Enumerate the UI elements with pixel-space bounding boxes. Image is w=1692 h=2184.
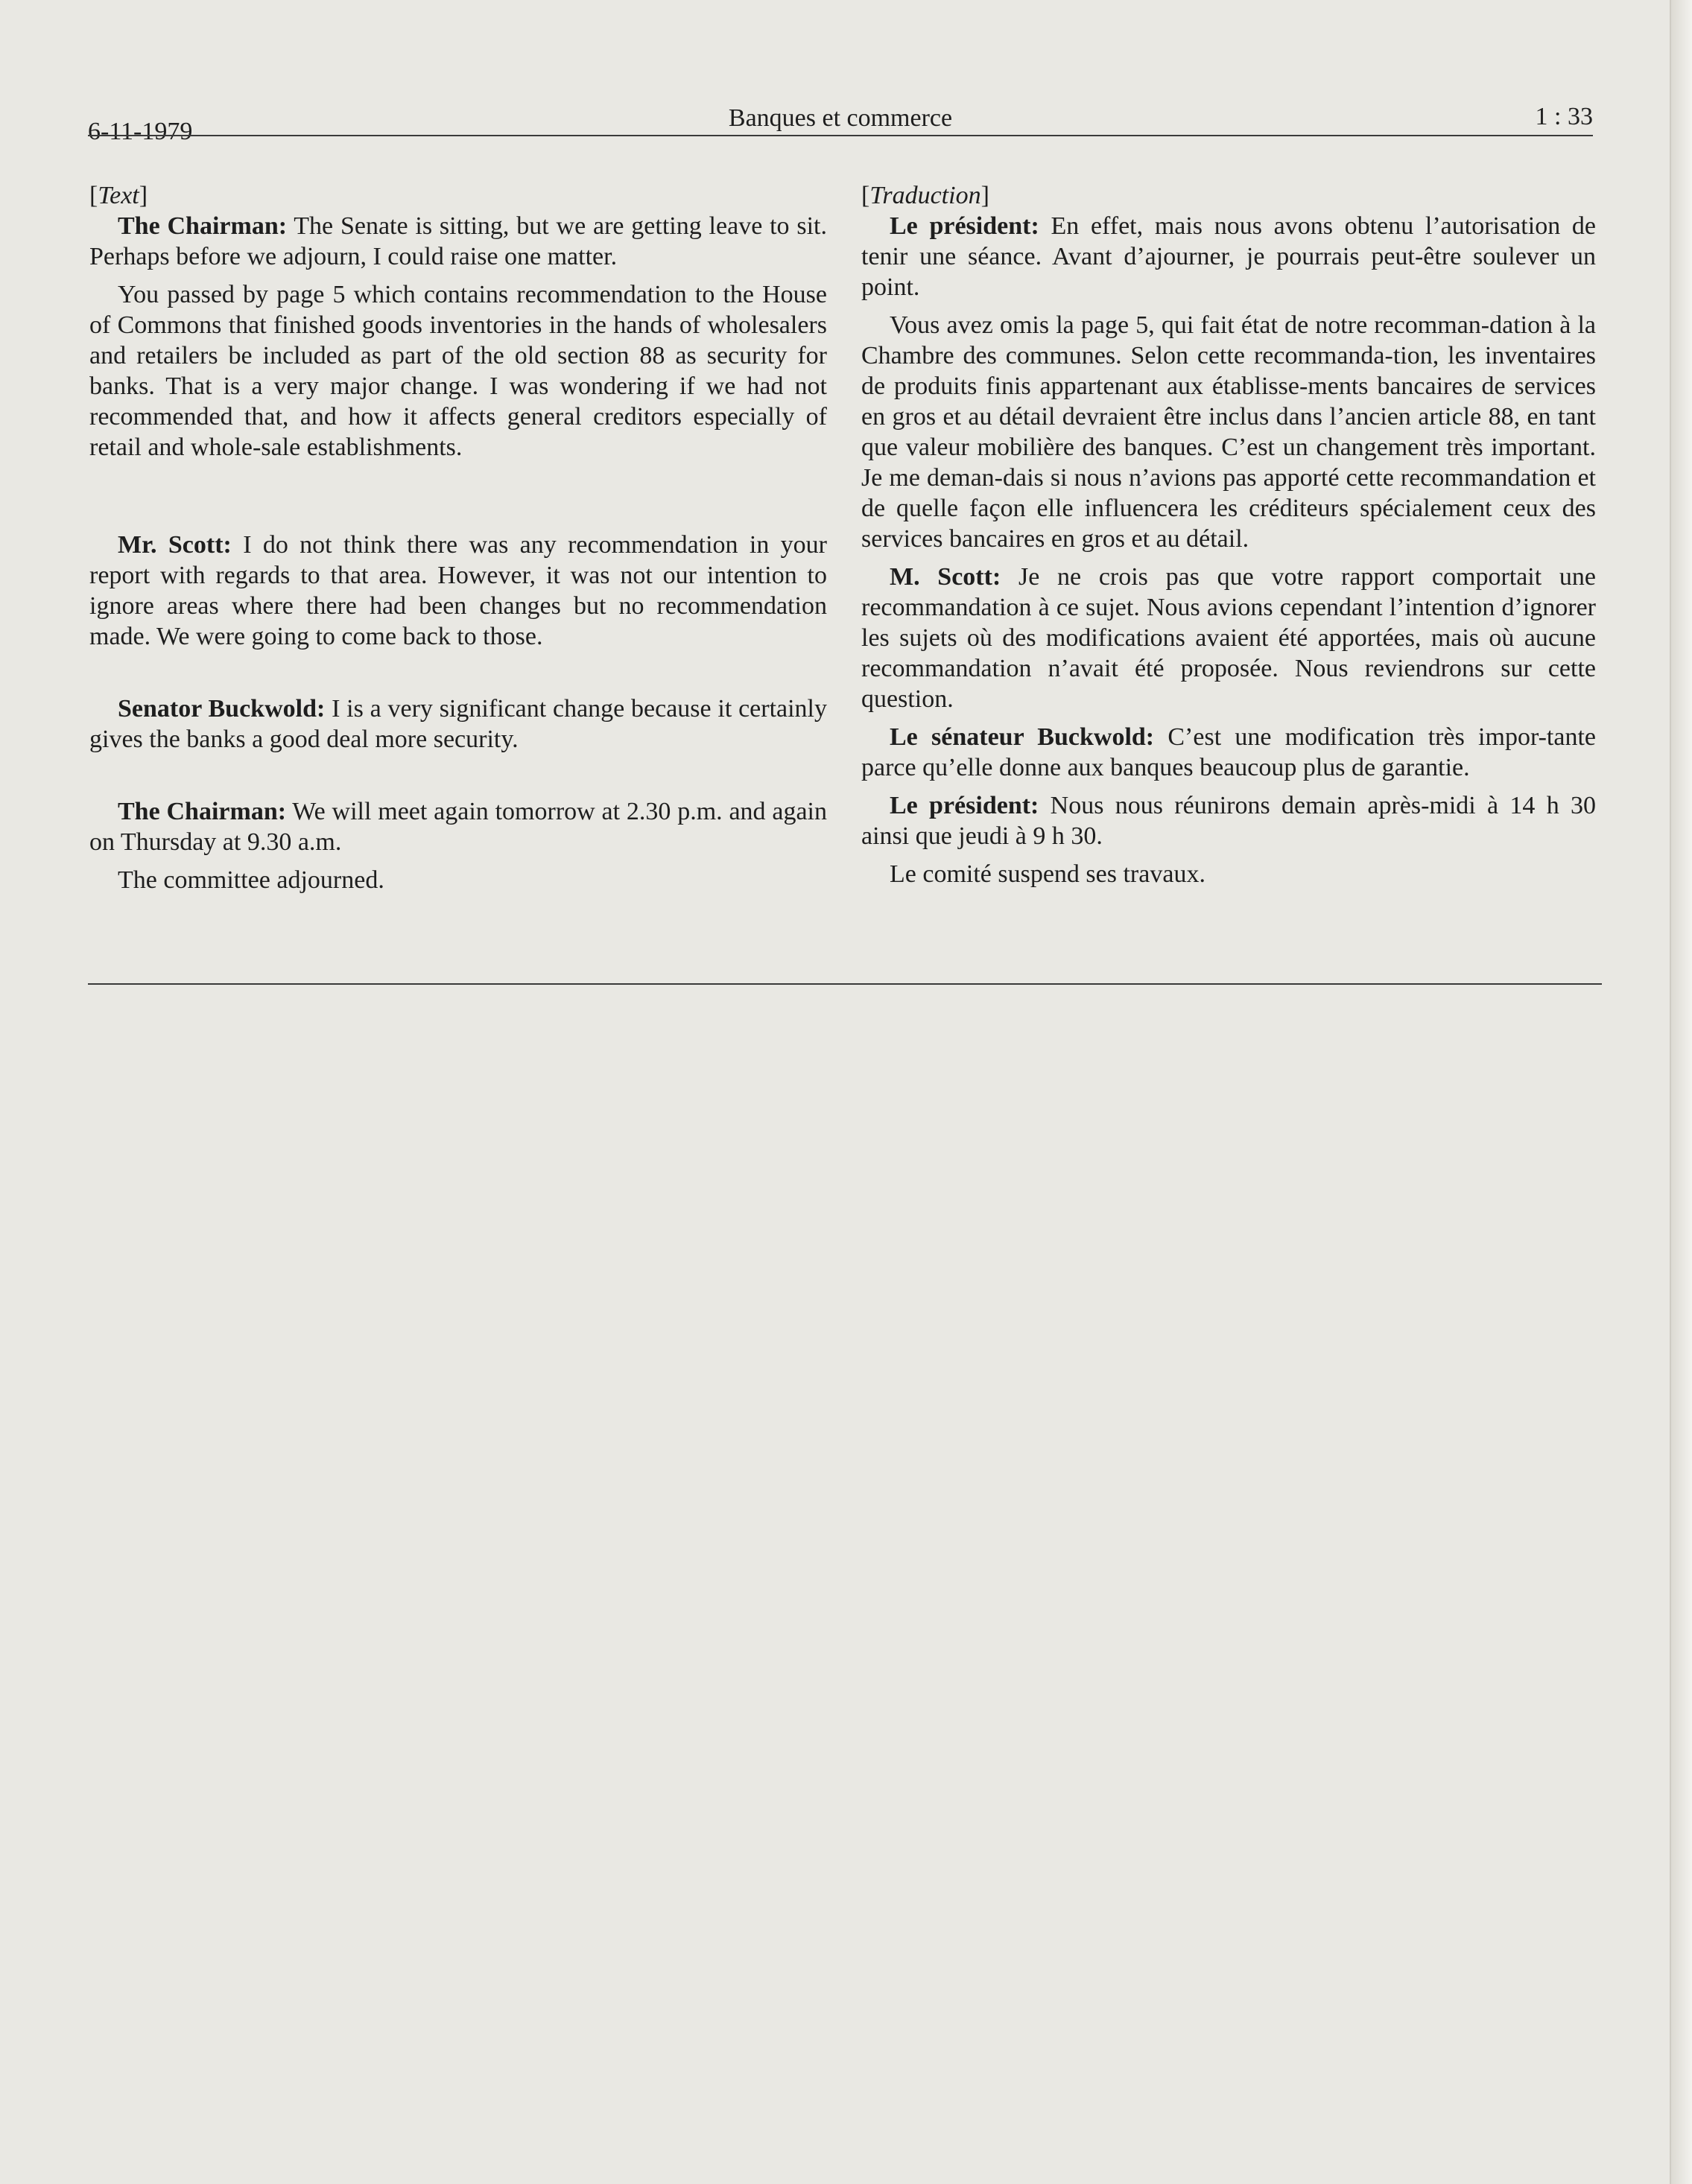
paragraph bbox=[89, 530, 827, 652]
speaker-name: M. Scott: bbox=[890, 563, 1001, 591]
paragraph bbox=[89, 693, 827, 755]
paragraph-text: Le comité suspend ses travaux. bbox=[890, 860, 1205, 888]
speaker-name: Le sénateur Buckwold: bbox=[890, 723, 1155, 751]
paragraph bbox=[89, 279, 827, 463]
paragraph bbox=[89, 796, 827, 857]
header-date: 6-11-1979 bbox=[88, 118, 193, 145]
paragraph bbox=[861, 211, 1596, 302]
paragraph bbox=[861, 859, 1596, 889]
footer-rule bbox=[88, 983, 1602, 985]
paragraph-text: Je ne crois pas que votre rapport comportait une recommandation à ce sujet. Nous avions cependant l’intention d’ignorer les sujets où des modifications avaient été apportées, mais où aucune recommandation n’avait été proposée. Nous reviendrons sur cette question. bbox=[861, 563, 1597, 713]
speaker-name: Mr. Scott: bbox=[118, 531, 232, 559]
paragraph-text: You passed by page 5 which contains recommendation to the House of Commons that finished goods inventories in the hands of wholesalers and retailers be included as part of the old section 88 as security for banks. That is a very major change. I was wondering if we had not recommended that, and how it affects general creditors especially of retail and whole-sale establishments. bbox=[89, 281, 827, 461]
paragraph-text: En effet, mais nous avons obtenu l’autorisation de tenir une séance. Avant d’ajourner, je pourrais peut-être soulever un point. bbox=[861, 212, 1596, 301]
paragraph-text: C’est une modification très impor-tante parce qu’elle donne aux banques beaucoup plus de garantie. bbox=[861, 723, 1596, 781]
section-label: [Traduction] bbox=[861, 182, 989, 209]
paragraph-text: Nous nous réunirons demain après-midi à 14 h 30 ainsi que jeudi à 9 h 30. bbox=[861, 792, 1596, 850]
paragraph-text: Vous avez omis la page 5, qui fait état de notre recomman-dation à la Chambre des communes. Selon cette recommanda-tion, les inventaires de produits finis appartenant aux établisse-ments bancaires de services en gros et au détail devraient être inclus dans l’ancien article 88, en tant que valeur mobilière des banques. C’est un changement très important. Je me deman-dais si nous n’avions pas apporté cette recommandation et de quelle façon elle influencera les créditeurs spécialement ceux des services bancaires en gros et au détail. bbox=[861, 311, 1596, 553]
paragraph bbox=[861, 722, 1596, 783]
speaker-name: Le président: bbox=[890, 212, 1039, 240]
page-edge bbox=[1670, 0, 1692, 2184]
section-label: [Text] bbox=[89, 182, 148, 209]
header-title: Banques et commerce bbox=[728, 104, 953, 132]
speaker-name: Senator Buckwold: bbox=[118, 695, 326, 723]
speaker-name: Le président: bbox=[890, 792, 1039, 819]
paragraph bbox=[861, 562, 1596, 714]
paragraph-text: I do not think there was any recommendation in your report with regards to that area. However, it was not our intention to ignore areas where there had been changes but no recommendation made. We were going to come back to those. bbox=[89, 531, 827, 650]
paragraph-text: I is a very significant change because it certainly gives the banks a good deal more security. bbox=[89, 695, 828, 753]
paragraph bbox=[89, 865, 827, 895]
paragraph bbox=[861, 790, 1596, 851]
speaker-name: The Chairman: bbox=[118, 798, 287, 825]
french-column bbox=[861, 180, 1596, 897]
paragraph-text: The committee adjourned. bbox=[118, 866, 384, 894]
header-page-number: 1 : 33 bbox=[1535, 103, 1593, 130]
english-column bbox=[89, 180, 827, 903]
speaker-name: The Chairman: bbox=[118, 212, 288, 240]
paragraph-text: The Senate is sitting, but we are getting leave to sit. Perhaps before we adjourn, I could raise one matter. bbox=[89, 212, 827, 270]
paragraph bbox=[89, 211, 827, 272]
paragraph bbox=[861, 310, 1596, 554]
header-rule bbox=[88, 135, 1593, 136]
paragraph-text: We will meet again tomorrow at 2.30 p.m. and again on Thursday at 9.30 a.m. bbox=[89, 798, 828, 856]
